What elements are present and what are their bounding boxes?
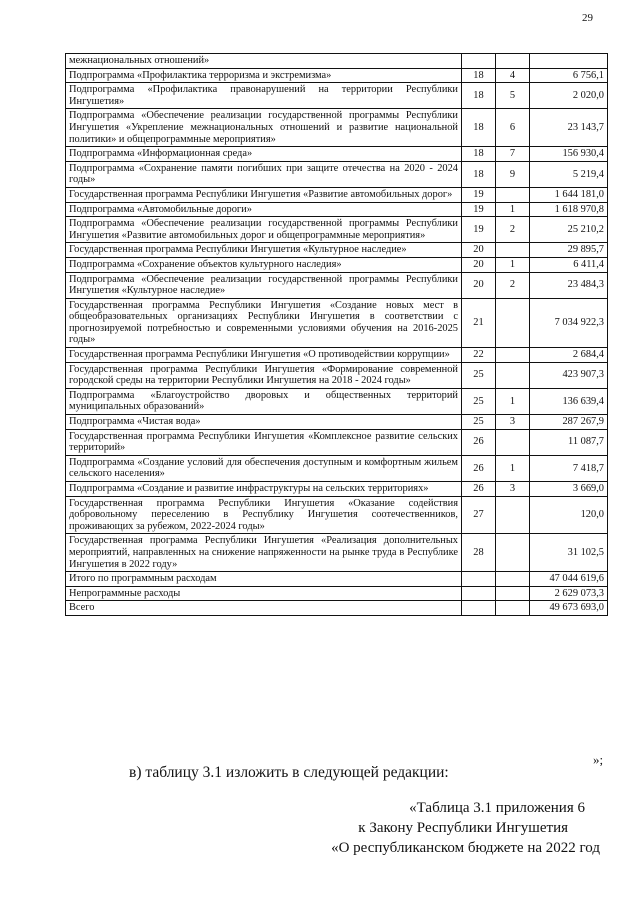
section-code-cell: 18	[462, 161, 496, 187]
table-row	[66, 415, 608, 430]
empty-cell	[462, 572, 496, 587]
budget-table	[65, 53, 608, 616]
table-row	[66, 243, 608, 258]
program-name-cell: Государственная программа Республики Ингушетия «Создание новых мест в общеобразовательных организациях Республики Ингушетия в соответствии с прогнозируемой потребностью и современными условиями обучения на 2016-2025 годы»	[66, 298, 462, 347]
amount-cell: 2 020,0	[530, 83, 608, 109]
program-name-cell: Подпрограмма «Информационная среда»	[66, 147, 462, 162]
table-row	[66, 147, 608, 162]
amount-cell	[530, 54, 608, 69]
amount-cell: 25 210,2	[530, 217, 608, 243]
subsection-code-cell: 1	[496, 455, 530, 481]
section-code-cell: 20	[462, 243, 496, 258]
program-name-cell: Подпрограмма «Профилактика правонарушений на территории Республики Ингушетия»	[66, 83, 462, 109]
amount-cell: 23 484,3	[530, 272, 608, 298]
amount-cell: 11 087,7	[530, 429, 608, 455]
section-code-cell: 25	[462, 415, 496, 430]
table-row	[66, 257, 608, 272]
amount-cell: 5 219,4	[530, 161, 608, 187]
subsection-code-cell: 7	[496, 147, 530, 162]
subsection-code-cell	[496, 362, 530, 388]
section-code-cell: 26	[462, 429, 496, 455]
section-code-cell: 18	[462, 109, 496, 147]
program-name-cell: Государственная программа Республики Ингушетия «Формирование современной городской среды на территории Республики Ингушетия на 2018 - 2024 годы»	[66, 362, 462, 388]
table-row	[66, 217, 608, 243]
subsection-code-cell: 1	[496, 388, 530, 414]
program-name-cell: Государственная программа Республики Ингушетия «Оказание содействия добровольному переселению в Республику Ингушетия соотечественников, проживающих за рубежом, 2022-2024 годы»	[66, 496, 462, 534]
section-code-cell: 18	[462, 147, 496, 162]
section-code-cell: 19	[462, 202, 496, 217]
program-name-cell: Подпрограмма «Обеспечение реализации государственной программы Республики Ингушетия «Укрепление межнациональных отношений и развитие национальной политики» и общепрограммные мероприятия»	[66, 109, 462, 147]
table-row	[66, 202, 608, 217]
amount-cell: 1 644 181,0	[530, 187, 608, 202]
program-name-cell: Подпрограмма «Обеспечение реализации государственной программы Республики Ингушетия «Развитие автомобильных дорог и общепрограммные мероприятия»	[66, 217, 462, 243]
section-code-cell: 28	[462, 534, 496, 572]
total-row	[66, 586, 608, 601]
subsection-code-cell: 1	[496, 202, 530, 217]
total-row	[66, 601, 608, 616]
program-name-cell: Подпрограмма «Автомобильные дороги»	[66, 202, 462, 217]
amount-cell: 29 895,7	[530, 243, 608, 258]
amount-cell: 2 684,4	[530, 348, 608, 363]
empty-cell	[496, 601, 530, 616]
subsection-code-cell	[496, 534, 530, 572]
program-name-cell: Подпрограмма «Обеспечение реализации государственной программы Республики Ингушетия «Культурное наследие»	[66, 272, 462, 298]
amount-cell: 6 756,1	[530, 68, 608, 83]
table-row	[66, 362, 608, 388]
table-caption-line-3: «О республиканском бюджете на 2022 год	[331, 840, 600, 856]
subsection-code-cell: 2	[496, 217, 530, 243]
section-code-cell	[462, 54, 496, 69]
empty-cell	[496, 586, 530, 601]
amount-cell: 1 618 970,8	[530, 202, 608, 217]
amount-cell: 31 102,5	[530, 534, 608, 572]
total-label-cell: Непрограммные расходы	[66, 586, 462, 601]
empty-cell	[462, 601, 496, 616]
instruction-text: в) таблицу 3.1 изложить в следующей редакции:	[129, 764, 449, 781]
total-amount-cell: 49 673 693,0	[530, 601, 608, 616]
section-code-cell: 19	[462, 187, 496, 202]
amount-cell: 423 907,3	[530, 362, 608, 388]
page-number: 29	[582, 12, 593, 24]
table-row	[66, 54, 608, 69]
total-row	[66, 572, 608, 587]
subsection-code-cell: 5	[496, 83, 530, 109]
amount-cell: 7 034 922,3	[530, 298, 608, 347]
table-row	[66, 83, 608, 109]
program-name-cell: Государственная программа Республики Ингушетия «Комплексное развитие сельских территорий»	[66, 429, 462, 455]
amount-cell: 120,0	[530, 496, 608, 534]
program-name-cell: Государственная программа Республики Ингушетия «О противодействии коррупции»	[66, 348, 462, 363]
table-row	[66, 429, 608, 455]
table-row	[66, 496, 608, 534]
subsection-code-cell	[496, 429, 530, 455]
amount-cell: 6 411,4	[530, 257, 608, 272]
section-code-cell: 18	[462, 68, 496, 83]
subsection-code-cell: 3	[496, 482, 530, 497]
section-code-cell: 18	[462, 83, 496, 109]
total-amount-cell: 47 044 619,6	[530, 572, 608, 587]
subsection-code-cell: 6	[496, 109, 530, 147]
table-row	[66, 109, 608, 147]
program-name-cell: Подпрограмма «Сохранение объектов культурного наследия»	[66, 257, 462, 272]
section-code-cell: 26	[462, 482, 496, 497]
table-row	[66, 68, 608, 83]
program-name-cell: Государственная программа Республики Ингушетия «Реализация дополнительных мероприятий, направленных на снижение напряженности на рынке труда в Республике Ингушетия в 2022 году»	[66, 534, 462, 572]
table-row	[66, 482, 608, 497]
total-label-cell: Всего	[66, 601, 462, 616]
subsection-code-cell	[496, 496, 530, 534]
program-name-cell: Подпрограмма «Чистая вода»	[66, 415, 462, 430]
table-row	[66, 388, 608, 414]
table-row	[66, 455, 608, 481]
section-code-cell: 25	[462, 362, 496, 388]
amount-cell: 287 267,9	[530, 415, 608, 430]
program-name-cell: Подпрограмма «Создание условий для обеспечения доступным и комфортным жильем сельского населения»	[66, 455, 462, 481]
amount-cell: 156 930,4	[530, 147, 608, 162]
subsection-code-cell	[496, 243, 530, 258]
program-name-cell: Подпрограмма «Профилактика терроризма и экстремизма»	[66, 68, 462, 83]
program-name-cell: Подпрограмма «Благоустройство дворовых и общественных территорий муниципальных образований»	[66, 388, 462, 414]
section-code-cell: 19	[462, 217, 496, 243]
section-code-cell: 20	[462, 257, 496, 272]
subsection-code-cell: 3	[496, 415, 530, 430]
section-code-cell: 26	[462, 455, 496, 481]
amount-cell: 136 639,4	[530, 388, 608, 414]
table-row	[66, 272, 608, 298]
section-code-cell: 25	[462, 388, 496, 414]
subsection-code-cell	[496, 54, 530, 69]
table-row	[66, 348, 608, 363]
program-name-cell: Государственная программа Республики Ингушетия «Развитие автомобильных дорог»	[66, 187, 462, 202]
section-code-cell: 27	[462, 496, 496, 534]
amount-cell: 3 669,0	[530, 482, 608, 497]
subsection-code-cell: 1	[496, 257, 530, 272]
section-code-cell: 21	[462, 298, 496, 347]
amount-cell: 7 418,7	[530, 455, 608, 481]
table-row	[66, 161, 608, 187]
empty-cell	[496, 572, 530, 587]
table-row	[66, 298, 608, 347]
subsection-code-cell	[496, 298, 530, 347]
section-code-cell: 22	[462, 348, 496, 363]
table-row	[66, 534, 608, 572]
program-name-cell: Подпрограмма «Создание и развитие инфраструктуры на сельских территориях»	[66, 482, 462, 497]
subsection-code-cell: 4	[496, 68, 530, 83]
empty-cell	[462, 586, 496, 601]
amount-cell: 23 143,7	[530, 109, 608, 147]
budget-table-body	[66, 54, 608, 616]
table-row	[66, 187, 608, 202]
subsection-code-cell	[496, 348, 530, 363]
program-name-cell: межнациональных отношений»	[66, 54, 462, 69]
subsection-code-cell: 9	[496, 161, 530, 187]
closing-quote-mark: »;	[593, 752, 604, 767]
table-caption-line-2: к Закону Республики Ингушетия	[358, 820, 568, 836]
program-name-cell: Государственная программа Республики Ингушетия «Культурное наследие»	[66, 243, 462, 258]
subsection-code-cell: 2	[496, 272, 530, 298]
total-amount-cell: 2 629 073,3	[530, 586, 608, 601]
total-label-cell: Итого по программным расходам	[66, 572, 462, 587]
section-code-cell: 20	[462, 272, 496, 298]
program-name-cell: Подпрограмма «Сохранение памяти погибших при защите отечества на 2020 - 2024 годы»	[66, 161, 462, 187]
table-caption-line-1: «Таблица 3.1 приложения 6	[409, 800, 585, 816]
subsection-code-cell	[496, 187, 530, 202]
